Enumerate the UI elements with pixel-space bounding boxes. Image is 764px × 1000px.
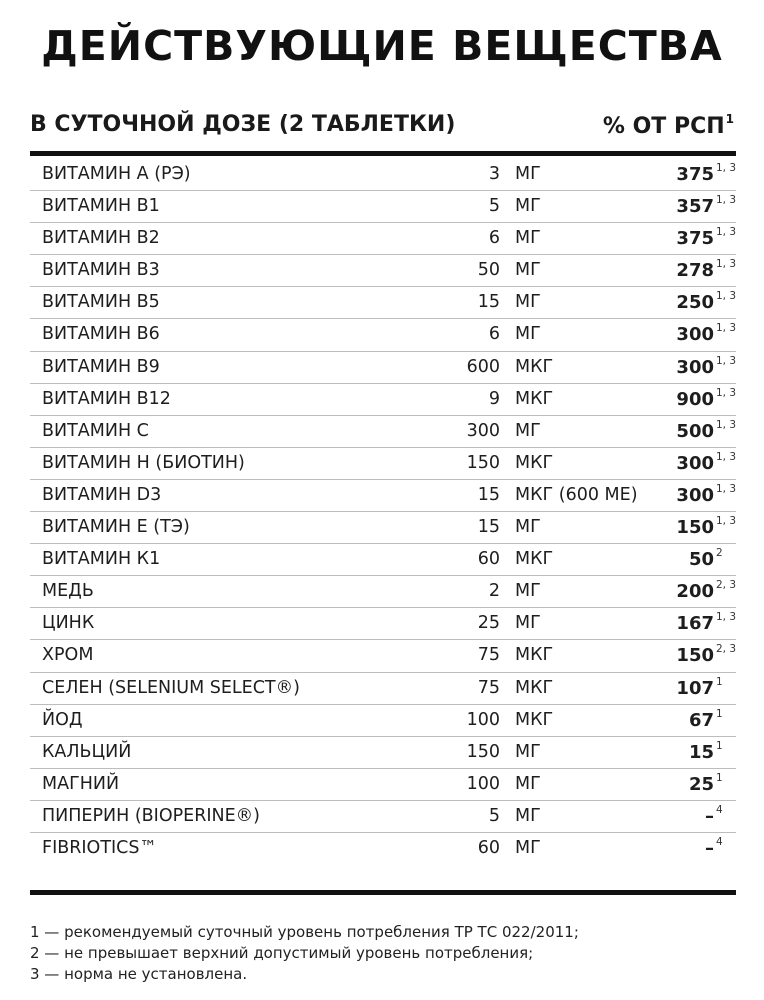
ingredient-name: ВИТАМИН Е (ТЭ) <box>42 517 190 538</box>
ingredient-percent: 300 <box>676 452 714 474</box>
ingredient-name: ВИТАМИН К1 <box>42 549 161 570</box>
table-row <box>30 287 736 319</box>
ingredient-unit: МГ <box>515 260 541 281</box>
ingredient-amount: 15 <box>477 517 500 538</box>
ingredient-footnote-refs: 2, 3 <box>716 643 737 656</box>
table-row <box>30 769 736 801</box>
table-row <box>30 223 736 255</box>
ingredient-footnote-refs: 1, 3 <box>716 386 737 399</box>
ingredient-footnote-refs: 1, 3 <box>716 450 737 463</box>
ingredient-percent: 250 <box>676 292 714 314</box>
ingredient-unit: МГ <box>515 420 541 441</box>
table-top-rule <box>30 151 736 156</box>
ingredient-amount: 6 <box>488 228 500 249</box>
ingredient-name: ПИПЕРИН (BIOPERINE®) <box>42 805 261 826</box>
ingredient-name: ВИТАМИН А (РЭ) <box>42 164 191 184</box>
ingredients-table <box>30 159 736 864</box>
ingredient-amount: 150 <box>466 452 500 473</box>
ingredient-name: ВИТАМИН В12 <box>42 388 171 409</box>
ingredient-amount: 100 <box>466 709 500 730</box>
table-row <box>30 191 736 223</box>
ingredient-footnote-refs: 1, 3 <box>716 482 737 495</box>
ingredient-amount: 3 <box>488 164 500 184</box>
ingredient-unit: МГ <box>515 613 541 634</box>
ingredient-amount: 15 <box>477 292 500 313</box>
table-row <box>30 319 736 351</box>
ingredient-percent: 900 <box>676 388 714 410</box>
table-row <box>30 544 736 576</box>
ingredient-amount: 6 <box>488 324 500 345</box>
ingredient-footnote-refs: 1, 3 <box>716 418 737 431</box>
ingredient-name: КАЛЬЦИЙ <box>42 741 132 762</box>
ingredient-percent: – <box>705 805 714 827</box>
ingredient-name: ВИТАМИН В6 <box>42 324 160 345</box>
ingredient-unit: МГ <box>515 517 541 538</box>
ingredient-footnote-refs: 1, 3 <box>716 258 737 271</box>
ingredient-percent: 300 <box>676 324 714 346</box>
table-row <box>30 608 736 640</box>
ingredient-unit: МГ <box>515 773 541 794</box>
percent-header-label: % ОТ РСП <box>602 114 725 139</box>
ingredient-footnote-refs: 1, 3 <box>716 226 737 239</box>
ingredient-percent: 500 <box>676 420 714 442</box>
ingredient-unit: МКГ (600 МЕ) <box>515 484 638 505</box>
ingredient-footnote-refs: 1, 3 <box>716 162 737 174</box>
table-row <box>30 576 736 608</box>
ingredient-unit: МКГ <box>515 549 554 570</box>
ingredient-unit: МКГ <box>515 452 554 473</box>
table-row <box>30 801 736 833</box>
ingredient-name: ВИТАМИН В9 <box>42 356 160 377</box>
ingredient-footnote-refs: 1, 3 <box>716 611 737 624</box>
ingredient-footnote-refs: 4 <box>716 835 723 848</box>
table-row <box>30 640 736 672</box>
ingredient-unit: МГ <box>515 581 541 602</box>
footnote: 1 — рекомендуемый суточный уровень потребления ТР ТС 022/2011; <box>30 923 579 941</box>
ingredient-unit: МГ <box>515 196 541 217</box>
table-row <box>30 673 736 705</box>
percent-column-header <box>603 112 734 139</box>
ingredient-name: ВИТАМИН Н (БИОТИН) <box>42 452 245 473</box>
ingredient-footnote-refs: 1, 3 <box>716 515 737 528</box>
footnote: 2 — не превышает верхний допустимый уровень потребления; <box>30 944 534 962</box>
ingredient-unit: МКГ <box>515 388 554 409</box>
ingredient-unit: МКГ <box>515 356 554 377</box>
ingredient-percent: 15 <box>688 741 714 763</box>
table-row <box>30 352 736 384</box>
ingredient-name: ВИТАМИН В2 <box>42 228 160 249</box>
ingredient-name: СЕЛЕН (SELENIUM SELECT®) <box>42 677 300 698</box>
ingredient-footnote-refs: 1 <box>716 675 723 688</box>
ingredient-percent: 300 <box>676 484 714 506</box>
footnote: 3 — норма не установлена. <box>30 965 248 983</box>
ingredient-percent: 278 <box>676 260 714 282</box>
ingredient-percent: 200 <box>676 581 714 603</box>
ingredient-footnote-refs: 1 <box>716 739 723 752</box>
ingredient-footnote-refs: 1, 3 <box>716 290 737 303</box>
ingredient-unit: МКГ <box>515 677 554 698</box>
ingredient-unit: МГ <box>515 164 541 184</box>
ingredient-percent: 150 <box>676 645 714 667</box>
ingredient-percent: 107 <box>676 677 714 699</box>
table-row <box>30 159 736 191</box>
ingredient-amount: 25 <box>477 613 500 634</box>
ingredient-amount: 100 <box>466 773 500 794</box>
ingredient-footnote-refs: 1, 3 <box>716 194 737 207</box>
ingredient-amount: 50 <box>477 260 500 281</box>
ingredient-amount: 9 <box>488 388 500 409</box>
ingredient-percent: 67 <box>688 709 714 731</box>
ingredient-percent: – <box>705 837 714 859</box>
ingredient-unit: МГ <box>515 324 541 345</box>
ingredient-name: МАГНИЙ <box>42 773 120 794</box>
table-row <box>30 737 736 769</box>
ingredient-amount: 150 <box>466 741 500 762</box>
page-title: ДЕЙСТВУЮЩИЕ ВЕЩЕСТВА <box>41 22 723 70</box>
table-row <box>30 512 736 544</box>
ingredient-percent: 300 <box>676 356 714 378</box>
ingredient-name: ЙОД <box>42 709 83 730</box>
ingredient-amount: 15 <box>477 484 500 505</box>
ingredient-amount: 75 <box>477 677 500 698</box>
ingredient-name: ВИТАМИН В3 <box>42 260 160 281</box>
table-row <box>30 833 736 864</box>
table-row <box>30 384 736 416</box>
ingredient-amount: 600 <box>466 356 500 377</box>
footnotes <box>30 922 579 985</box>
table-bottom-rule <box>30 890 736 895</box>
ingredient-unit: МГ <box>515 805 541 826</box>
ingredient-footnote-refs: 4 <box>716 803 723 816</box>
ingredient-unit: МГ <box>515 837 541 858</box>
ingredient-footnote-refs: 1 <box>716 771 723 784</box>
ingredient-amount: 60 <box>477 837 500 858</box>
ingredient-unit: МГ <box>515 292 541 313</box>
ingredient-name: ХРОМ <box>42 645 94 666</box>
ingredient-unit: МГ <box>515 228 541 249</box>
ingredient-name: ВИТАМИН С <box>42 420 149 441</box>
ingredient-unit: МКГ <box>515 645 554 666</box>
ingredient-amount: 5 <box>488 805 500 826</box>
ingredient-unit: МКГ <box>515 709 554 730</box>
ingredient-footnote-refs: 1, 3 <box>716 322 737 335</box>
ingredient-name: ВИТАМИН D3 <box>42 484 162 505</box>
ingredient-amount: 5 <box>488 196 500 217</box>
ingredient-unit: МГ <box>515 741 541 762</box>
ingredient-name: ВИТАМИН В5 <box>42 292 160 313</box>
table-row <box>30 480 736 512</box>
ingredient-amount: 2 <box>488 581 500 602</box>
ingredient-percent: 50 <box>688 549 714 571</box>
table-row <box>30 416 736 448</box>
ingredient-percent: 25 <box>688 773 714 795</box>
ingredient-name: FIBRIOTICS™ <box>42 837 158 858</box>
ingredient-amount: 60 <box>477 549 500 570</box>
percent-header-footnote-ref: 1 <box>725 112 734 126</box>
ingredient-percent: 167 <box>676 613 714 635</box>
table-row <box>30 255 736 287</box>
ingredient-name: МЕДЬ <box>42 581 94 602</box>
ingredient-percent: 375 <box>676 164 714 185</box>
table-row <box>30 705 736 737</box>
ingredient-amount: 75 <box>477 645 500 666</box>
ingredient-name: ЦИНК <box>42 613 95 634</box>
ingredient-footnote-refs: 2, 3 <box>716 579 737 592</box>
ingredient-footnote-refs: 1 <box>716 707 723 720</box>
ingredient-name: ВИТАМИН В1 <box>42 196 160 217</box>
ingredient-percent: 375 <box>676 228 714 250</box>
ingredient-amount: 300 <box>466 420 500 441</box>
ingredient-percent: 357 <box>676 196 714 218</box>
table-row <box>30 448 736 480</box>
dose-column-header: В СУТОЧНОЙ ДОЗЕ (2 ТАБЛЕТКИ) <box>30 112 456 137</box>
ingredient-percent: 150 <box>676 517 714 539</box>
ingredient-footnote-refs: 2 <box>716 547 723 560</box>
ingredient-footnote-refs: 1, 3 <box>716 354 737 367</box>
